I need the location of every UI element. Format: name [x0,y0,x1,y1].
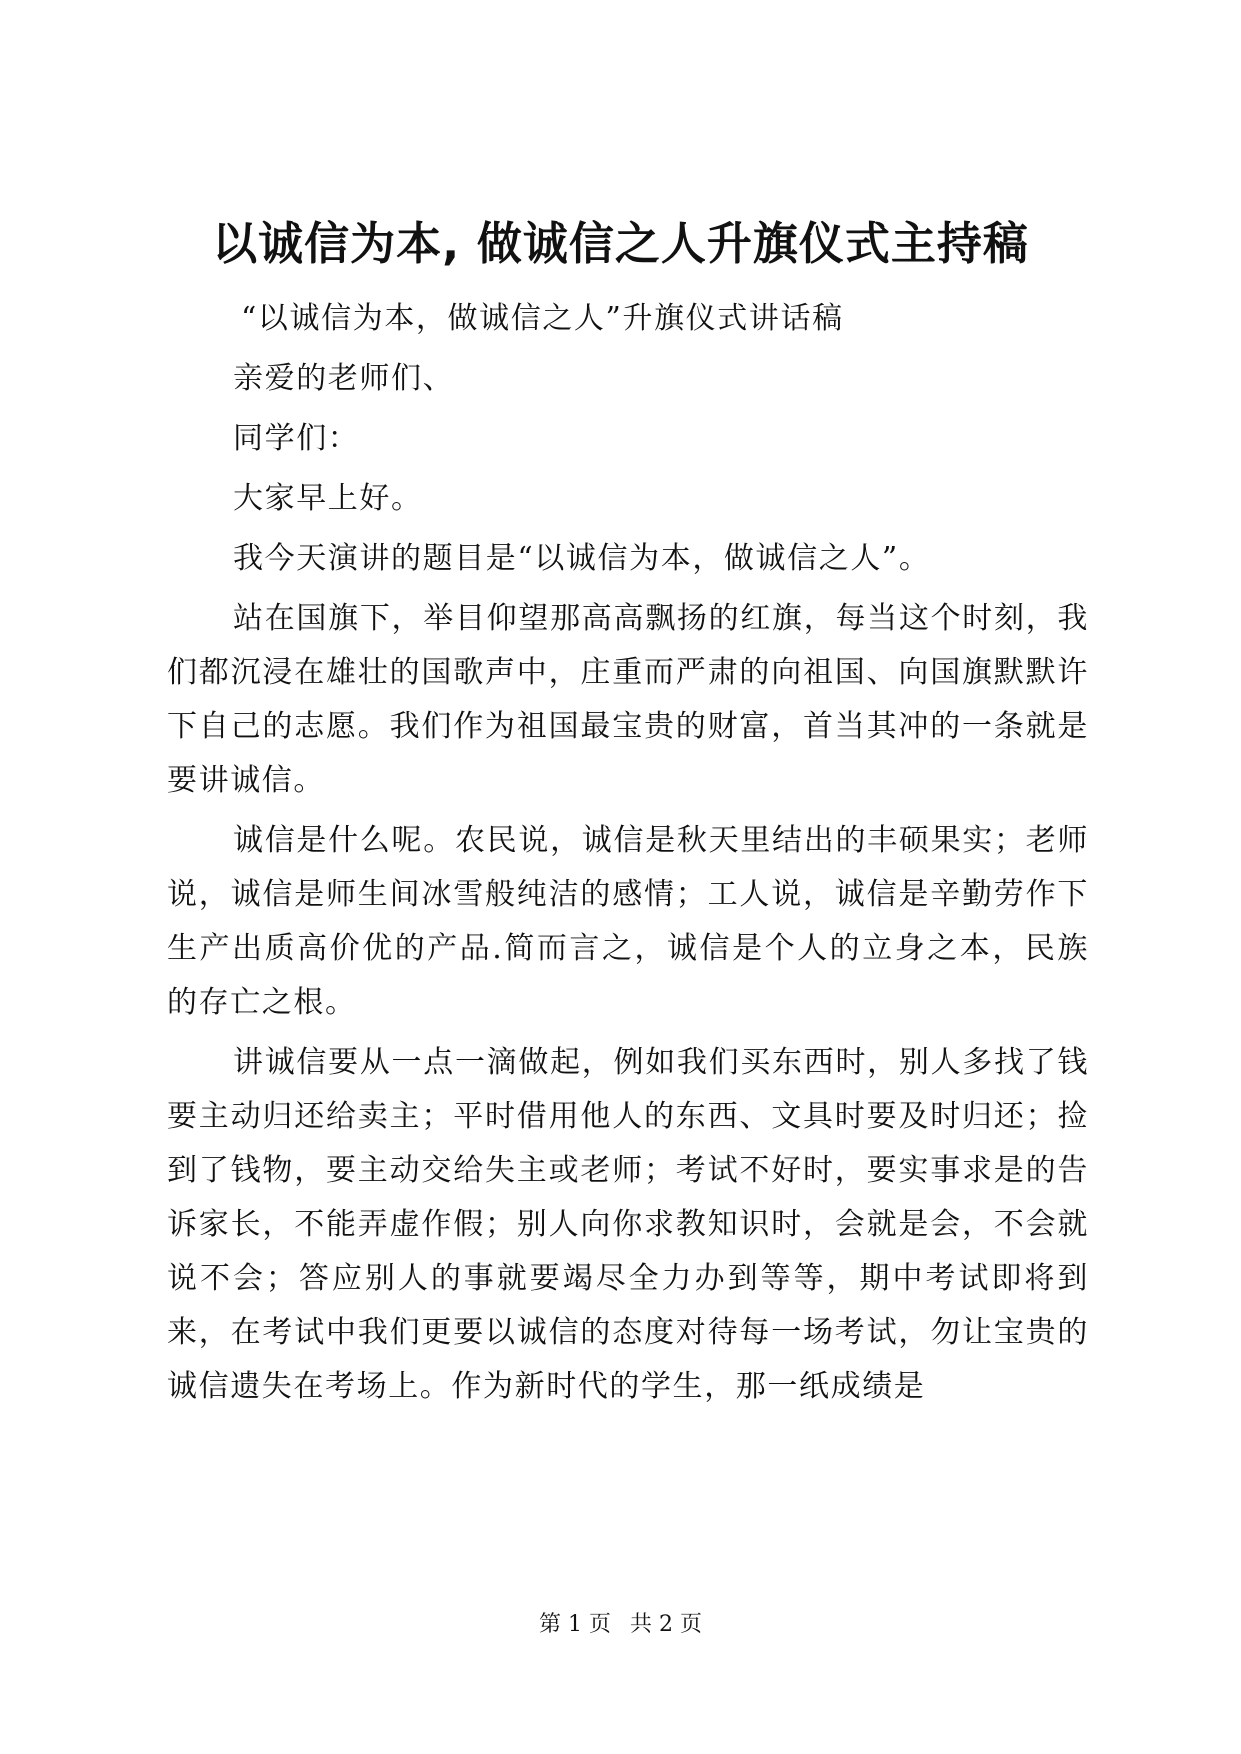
page-number: 第 1 页 [539,1612,611,1637]
page-total: 共 2 页 [630,1612,702,1637]
speech-topic: 我今天演讲的题目是“以诚信为本，做诚信之人”。 [233,541,931,576]
speech-heading: “以诚信为本，做诚信之人”升旗仪式讲话稿 [241,301,844,336]
paragraph-flag: 站在国旗下，举目仰望那高高飘扬的红旗，每当这个时刻，我们都沉浸在雄壮的国歌声中，庄重而严肃的向祖国、向国旗默默许下自己的志愿。我们作为祖国最宝贵的财富，首当其冲的一条就是要讲诚信。 [167,601,1089,798]
greeting-morning: 大家早上好。 [233,481,423,516]
document-title: 以诚信为本, 做诚信之人升旗仪式主持稿 [212,217,1029,270]
document-body [167,292,1089,1420]
paragraph-practice-integrity: 讲诚信要从一点一滴做起，例如我们买东西时，别人多找了钱要主动归还给卖主；平时借用他人的东西、文具时要及时归还；捡到了钱物，要主动交给失主或老师；考试不好时，要实事求是的告诉家长，不能弄虚作假；别人向你求教知识时，会就是会，不会就说不会；答应别人的事就要竭尽全力办到等等，期中考试即将到来，在考试中我们更要以诚信的态度对待每一场考试，勿让宝贵的诚信遗失在考场上。作为新时代的学生，那一纸成绩是 [167,1045,1089,1404]
greeting-students: 同学们： [233,421,360,456]
paragraph-what-is-integrity: 诚信是什么呢。农民说，诚信是秋天里结出的丰硕果实；老师说，诚信是师生间冰雪般纯洁的感情；工人说，诚信是辛勤劳作下生产出质高价优的产品.简而言之，诚信是个人的立身之本，民族的存亡之根。 [167,823,1089,1020]
page-footer [0,1610,1241,1640]
greeting-teachers: 亲爱的老师们、 [233,361,455,396]
